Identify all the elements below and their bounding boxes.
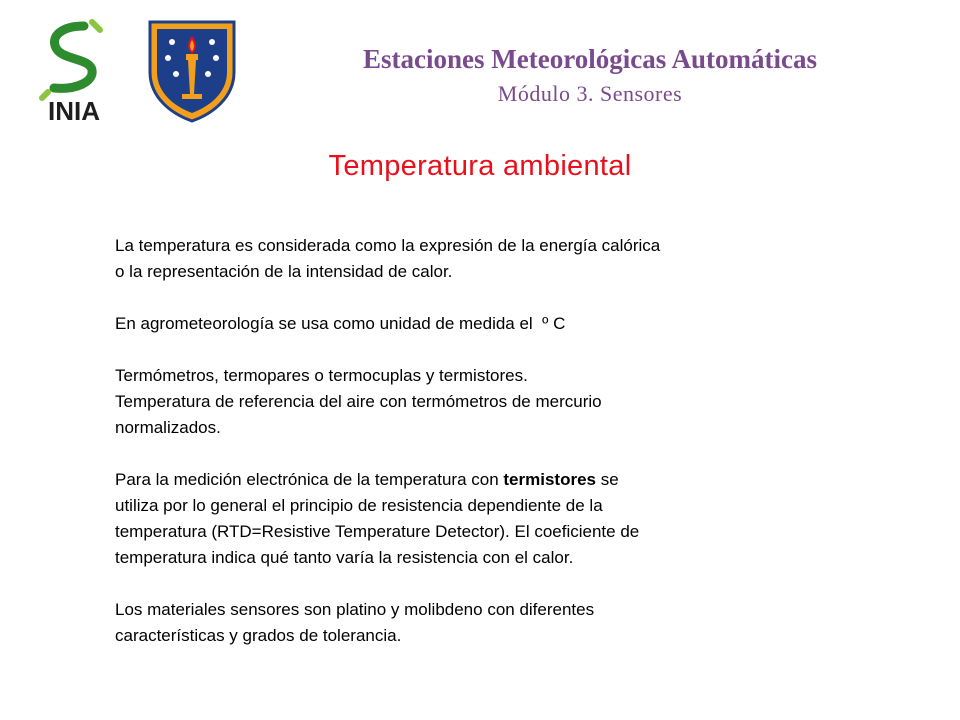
instruments-line-3: normalizados. — [115, 418, 221, 437]
inia-logo-text: INIA — [48, 96, 100, 126]
materials-line-1: Los materiales sensores son platino y molibdeno con diferentes — [115, 600, 595, 619]
paragraph-materials — [115, 597, 835, 649]
udec-shield-logo — [146, 18, 238, 124]
paragraph-definition — [115, 233, 835, 285]
definition-line-1: La temperatura es considerada como la expresión de la energía calórica — [115, 236, 661, 255]
slide-body — [115, 233, 835, 649]
definition-line-2: o la representación de la intensidad de calor. — [115, 262, 453, 281]
paragraph-thermistors — [115, 467, 835, 571]
materials-line-2: características y grados de tolerancia. — [115, 626, 402, 645]
instruments-line-1: Termómetros, termopares o termocuplas y termistores. — [115, 366, 528, 385]
thermistors-line-1-post: se — [596, 470, 619, 489]
paragraph-instruments — [115, 363, 835, 441]
thermistors-line-4: temperatura indica qué tanto varía la resistencia con el calor. — [115, 548, 574, 567]
thermistors-line-2: utiliza por lo general el principio de resistencia dependiente de la — [115, 496, 603, 515]
thermistors-line-3: temperatura (RTD=Resistive Temperature Detector). El coeficiente de — [115, 522, 640, 541]
slide-title: Temperatura ambiental — [328, 150, 632, 182]
udec-shield-graphic — [146, 18, 238, 124]
inia-logo-graphic — [32, 18, 116, 126]
paragraph-unit — [115, 311, 835, 337]
thermistors-line-1-pre: Para la medición electrónica de la temperatura con — [115, 470, 504, 489]
thermistors-bold-term: termistores — [503, 470, 596, 489]
header-subtitle: Módulo 3. Sensores — [497, 81, 683, 106]
unit-line: En agrometeorología se usa como unidad de medida el º C — [115, 314, 566, 333]
header-title: Estaciones Meteorológicas Automáticas — [363, 44, 817, 74]
inia-logo — [32, 18, 116, 126]
instruments-line-2: Temperatura de referencia del aire con termómetros de mercurio — [115, 392, 602, 411]
